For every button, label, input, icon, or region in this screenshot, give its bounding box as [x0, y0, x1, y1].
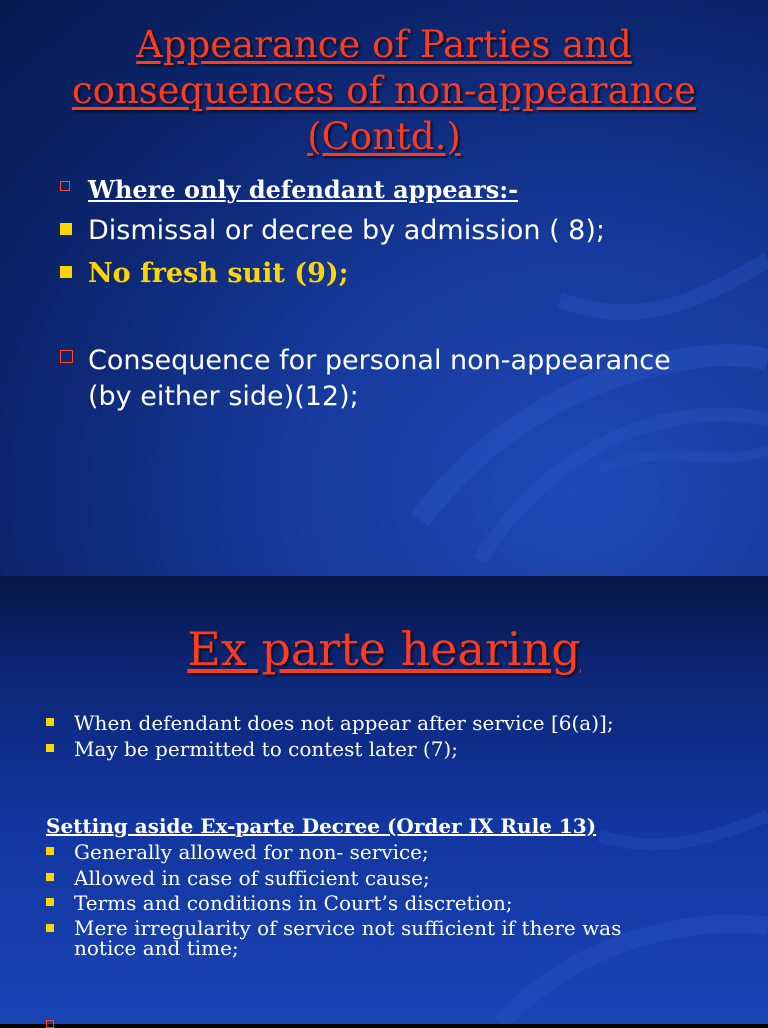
bullet-text: Consequence for personal non-appearance (by either side)(12); [88, 345, 671, 412]
square-bullet-icon [46, 744, 54, 752]
list-item [46, 892, 513, 914]
subheading-setting-aside: Setting aside Ex-parte Decree (Order IX Rule 13) [46, 814, 597, 838]
bullet-consequence [60, 343, 680, 415]
bullet-text: Allowed in case of sufficient cause; [74, 866, 430, 890]
bullet-text: Mere irregularity of service not sufficient if there was notice and time; [74, 916, 622, 960]
bullet-text: May be permitted to contest later (7); [74, 737, 458, 761]
hollow-square-bullet-icon [46, 1020, 54, 1028]
hollow-square-bullet-icon [60, 181, 70, 191]
bullet-no-fresh-suit [60, 257, 349, 291]
square-bullet-icon [46, 847, 54, 855]
list-item [46, 867, 430, 889]
list-item [46, 712, 614, 734]
bullet-text: Dismissal or decree by admission ( 8); [88, 215, 605, 246]
bullet-where-only-defendant [60, 175, 518, 205]
square-bullet-icon [46, 873, 54, 881]
slide-1-title: Appearance of Parties and consequences of non-appearance (Contd.) [71, 23, 697, 158]
list-item [46, 918, 686, 958]
square-bullet-icon [46, 924, 54, 932]
square-bullet-icon [60, 223, 72, 235]
square-bullet-icon [46, 718, 54, 726]
bullet-text: No fresh suit (9); [88, 258, 349, 289]
list-item-partial [46, 1014, 746, 1028]
bullet-text: Terms and conditions in Court’s discretion; [74, 891, 513, 915]
list-item [46, 841, 429, 863]
list-item [46, 738, 458, 760]
slide-2-title: Ex parte hearing [187, 622, 581, 676]
square-bullet-icon [60, 266, 72, 278]
hollow-square-bullet-icon [60, 350, 73, 363]
bullet-heading: Where only defendant appears:- [88, 175, 519, 204]
square-bullet-icon [46, 898, 54, 906]
bullet-dismissal [60, 214, 605, 248]
bullet-text: Generally allowed for non- service; [74, 840, 429, 864]
bullet-text: When defendant does not appear after service [6(a)]; [74, 711, 614, 735]
